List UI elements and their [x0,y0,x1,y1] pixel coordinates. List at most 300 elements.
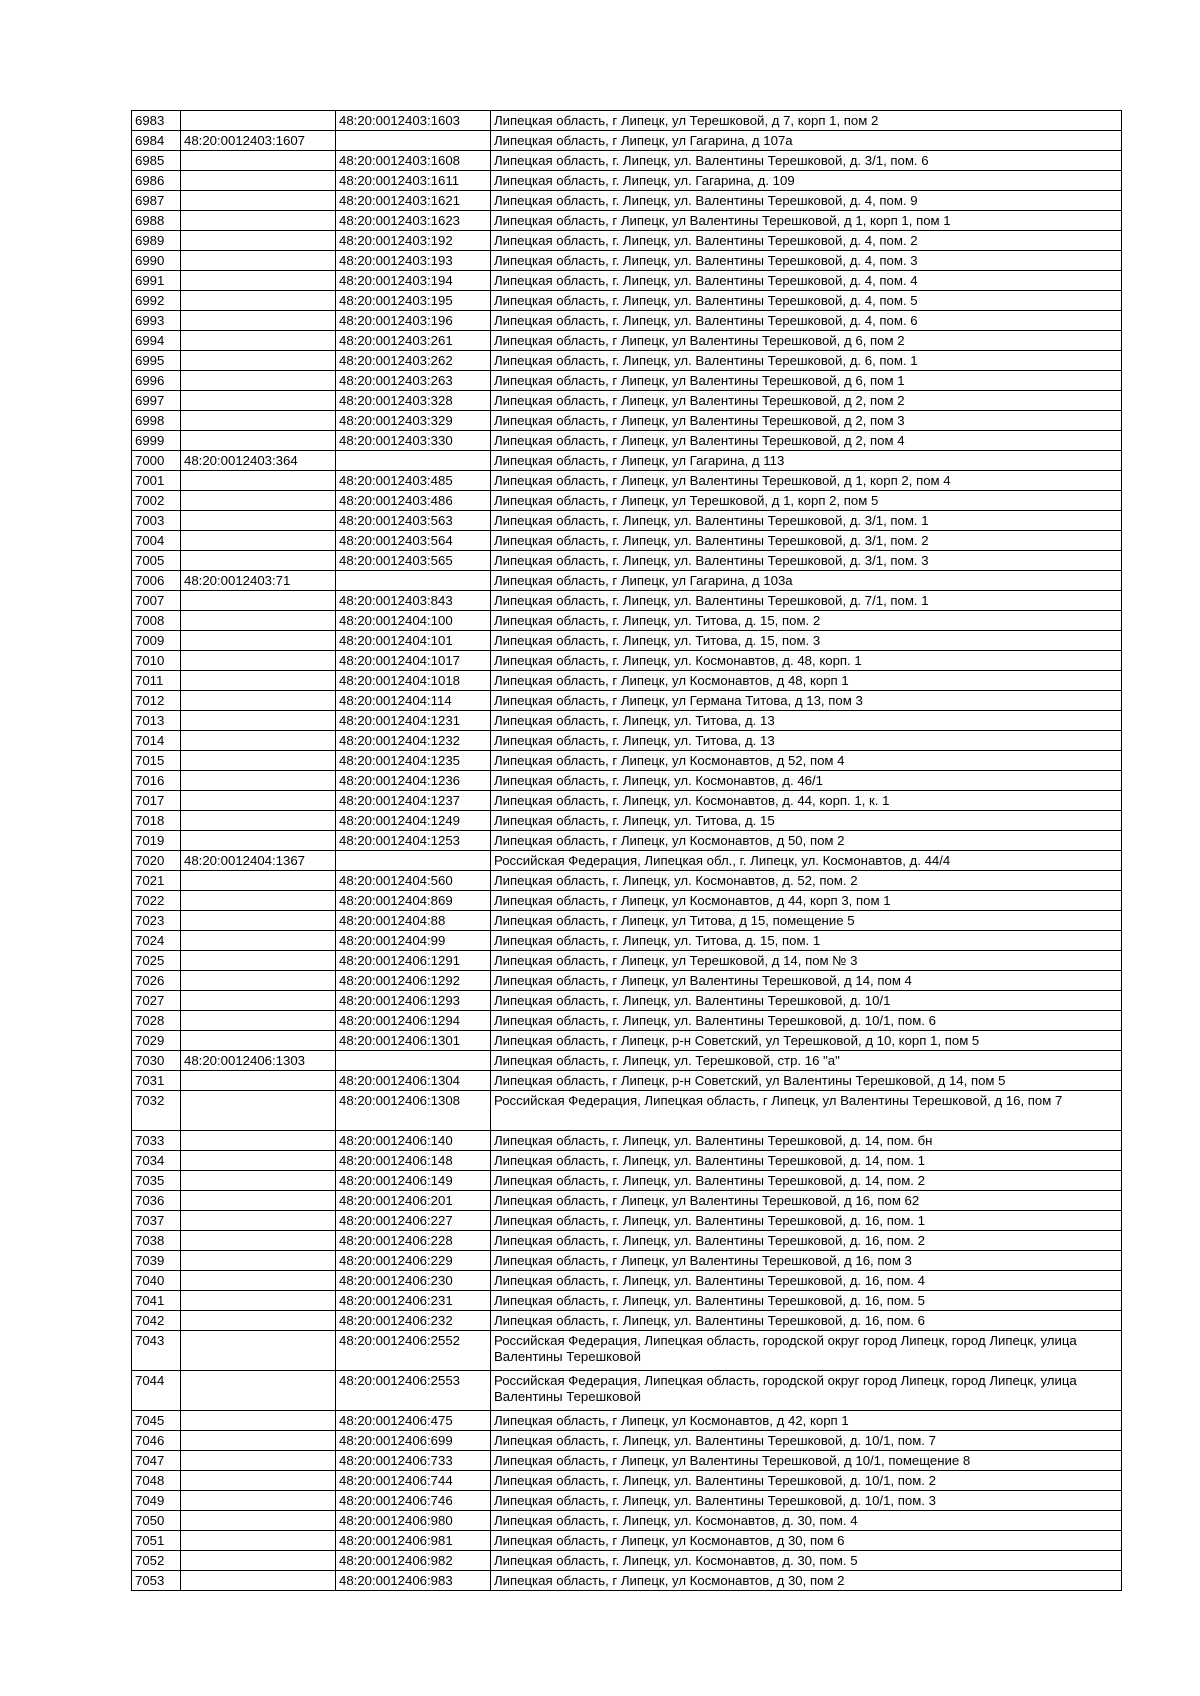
table-row [132,1511,1122,1531]
parent-cadastral-cell [181,911,336,931]
parent-cadastral-cell [181,1471,336,1491]
table-row [132,1411,1122,1431]
table-row [132,911,1122,931]
row-number-cell: 7001 [132,471,181,491]
cadastral-number-cell: 48:20:0012403:194 [336,271,491,291]
cadastral-number-cell: 48:20:0012403:1603 [336,111,491,131]
table-row [132,1011,1122,1031]
parent-cadastral-cell [181,1411,336,1431]
address-cell: Липецкая область, г. Липецк, ул. Валентины Терешковой, д. 7/1, пом. 1 [491,591,1122,611]
row-number-cell: 6998 [132,411,181,431]
cadastral-number-cell: 48:20:0012403:329 [336,411,491,431]
cadastral-number-cell: 48:20:0012406:201 [336,1191,491,1211]
row-number-cell: 7030 [132,1051,181,1071]
table-row [132,1311,1122,1331]
table-row [132,111,1122,131]
parent-cadastral-cell [181,1331,336,1371]
address-cell: Липецкая область, г. Липецк, ул. Валентины Терешковой, д. 10/1 [491,991,1122,1011]
row-number-cell: 7047 [132,1451,181,1471]
cadastral-number-cell: 48:20:0012404:1253 [336,831,491,851]
cadastral-number-cell: 48:20:0012404:869 [336,891,491,911]
parent-cadastral-cell [181,291,336,311]
table-row [132,891,1122,911]
row-number-cell: 7041 [132,1291,181,1311]
table-row [132,1251,1122,1271]
row-number-cell: 7009 [132,631,181,651]
row-number-cell: 7002 [132,491,181,511]
table-row [132,771,1122,791]
row-number-cell: 7020 [132,851,181,871]
address-cell: Липецкая область, г. Липецк, ул. Валентины Терешковой, д. 14, пом. 2 [491,1171,1122,1191]
address-cell: Липецкая область, г. Липецк, ул. Валентины Терешковой, д. 4, пом. 4 [491,271,1122,291]
cadastral-number-cell: 48:20:0012404:1017 [336,651,491,671]
table-row [132,711,1122,731]
table-row [132,591,1122,611]
cadastral-number-cell: 48:20:0012404:1018 [336,671,491,691]
table-row [132,371,1122,391]
table-row [132,631,1122,651]
parent-cadastral-cell [181,1511,336,1531]
address-cell: Липецкая область, г. Липецк, ул. Валентины Терешковой, д. 3/1, пом. 6 [491,151,1122,171]
parent-cadastral-cell [181,351,336,371]
table-row [132,1231,1122,1251]
row-number-cell: 7012 [132,691,181,711]
row-number-cell: 7022 [132,891,181,911]
parent-cadastral-cell [181,591,336,611]
cadastral-number-cell: 48:20:0012406:230 [336,1271,491,1291]
row-number-cell: 7036 [132,1191,181,1211]
table-row [132,871,1122,891]
address-cell: Липецкая область, г. Липецк, ул. Валентины Терешковой, д. 14, пом. 1 [491,1151,1122,1171]
parent-cadastral-cell [181,1451,336,1471]
cadastral-number-cell: 48:20:0012406:231 [336,1291,491,1311]
table-row [132,791,1122,811]
parent-cadastral-cell [181,1251,336,1271]
row-number-cell: 6992 [132,291,181,311]
cadastral-number-cell: 48:20:0012404:101 [336,631,491,651]
cadastral-number-cell: 48:20:0012404:99 [336,931,491,951]
address-cell: Липецкая область, г. Липецк, ул. Валентины Терешковой, д. 4, пом. 6 [491,311,1122,331]
row-number-cell: 7052 [132,1551,181,1571]
address-cell: Липецкая область, г Липецк, ул Германа Титова, д 13, пом 3 [491,691,1122,711]
table-row [132,1031,1122,1051]
row-number-cell: 7025 [132,951,181,971]
address-cell: Российская Федерация, Липецкая область, городской округ город Липецк, город Липецк, улица Валентины Терешковой [491,1331,1122,1371]
row-number-cell: 7017 [132,791,181,811]
parent-cadastral-cell [181,271,336,291]
row-number-cell: 7023 [132,911,181,931]
cadastral-number-cell: 48:20:0012403:263 [336,371,491,391]
table-row [132,1271,1122,1291]
address-cell: Липецкая область, г. Липецк, ул. Космонавтов, д. 48, корп. 1 [491,651,1122,671]
table-row [132,1471,1122,1491]
cadastral-number-cell: 48:20:0012404:88 [336,911,491,931]
address-cell: Липецкая область, г. Липецк, ул. Валентины Терешковой, д. 10/1, пом. 6 [491,1011,1122,1031]
parent-cadastral-cell [181,651,336,671]
cadastral-number-cell: 48:20:0012406:983 [336,1571,491,1591]
address-cell: Липецкая область, г Липецк, ул Валентины Терешковой, д 10/1, помещение 8 [491,1451,1122,1471]
row-number-cell: 7006 [132,571,181,591]
parent-cadastral-cell [181,471,336,491]
address-cell: Липецкая область, г Липецк, ул Валентины Терешковой, д 16, пом 62 [491,1191,1122,1211]
parent-cadastral-cell [181,891,336,911]
parent-cadastral-cell [181,191,336,211]
address-cell: Липецкая область, г Липецк, ул Валентины Терешковой, д 1, корп 1, пом 1 [491,211,1122,231]
cadastral-number-cell: 48:20:0012404:1232 [336,731,491,751]
address-cell: Липецкая область, г Липецк, ул Космонавтов, д 30, пом 2 [491,1571,1122,1591]
cadastral-number-cell: 48:20:0012406:1292 [336,971,491,991]
cadastral-number-cell: 48:20:0012406:227 [336,1211,491,1231]
cadastral-number-cell: 48:20:0012403:192 [336,231,491,251]
cadastral-number-cell: 48:20:0012406:2553 [336,1371,491,1411]
table-row [132,1331,1122,1371]
parent-cadastral-cell [181,331,336,351]
address-cell: Липецкая область, г Липецк, р-н Советский, ул Терешковой, д 10, корп 1, пом 5 [491,1031,1122,1051]
parent-cadastral-cell [181,1271,336,1291]
parent-cadastral-cell: 48:20:0012406:1303 [181,1051,336,1071]
address-cell: Липецкая область, г. Липецк, ул. Титова, д. 13 [491,711,1122,731]
row-number-cell: 7028 [132,1011,181,1031]
table-row [132,171,1122,191]
parent-cadastral-cell [181,1551,336,1571]
row-number-cell: 7008 [132,611,181,631]
parent-cadastral-cell [181,1031,336,1051]
parent-cadastral-cell [181,171,336,191]
row-number-cell: 6999 [132,431,181,451]
address-cell: Липецкая область, г Липецк, ул Космонавтов, д 42, корп 1 [491,1411,1122,1431]
table-row [132,451,1122,471]
row-number-cell: 7003 [132,511,181,531]
address-cell: Липецкая область, г. Липецк, ул. Валентины Терешковой, д. 16, пом. 6 [491,1311,1122,1331]
row-number-cell: 7007 [132,591,181,611]
table-row [132,1431,1122,1451]
parent-cadastral-cell [181,751,336,771]
address-cell: Липецкая область, г. Липецк, ул. Космонавтов, д. 46/1 [491,771,1122,791]
address-cell: Липецкая область, г. Липецк, ул. Валентины Терешковой, д. 6, пом. 1 [491,351,1122,371]
address-cell: Липецкая область, г. Липецк, ул. Титова, д. 15 [491,811,1122,831]
cadastral-number-cell: 48:20:0012404:1249 [336,811,491,831]
cadastral-number-cell: 48:20:0012406:980 [336,1511,491,1531]
address-cell: Липецкая область, г Липецк, ул Космонавтов, д 52, пом 4 [491,751,1122,771]
cadastral-number-cell: 48:20:0012403:486 [336,491,491,511]
table-row [132,971,1122,991]
table-row [132,1131,1122,1151]
row-number-cell: 7000 [132,451,181,471]
table-row [132,1151,1122,1171]
row-number-cell: 7019 [132,831,181,851]
address-cell: Липецкая область, г. Липецк, ул. Валентины Терешковой, д. 16, пом. 5 [491,1291,1122,1311]
cadastral-number-cell: 48:20:0012406:744 [336,1471,491,1491]
cadastral-number-cell: 48:20:0012406:733 [336,1451,491,1471]
table-row [132,1091,1122,1131]
row-number-cell: 6997 [132,391,181,411]
cadastral-number-cell: 48:20:0012406:1301 [336,1031,491,1051]
address-cell: Липецкая область, г Липецк, ул Валентины Терешковой, д 2, пом 3 [491,411,1122,431]
table-row [132,471,1122,491]
row-number-cell: 6993 [132,311,181,331]
cadastral-number-cell: 48:20:0012406:982 [336,1551,491,1571]
row-number-cell: 6988 [132,211,181,231]
row-number-cell: 7015 [132,751,181,771]
cadastral-number-cell: 48:20:0012406:699 [336,1431,491,1451]
table-row [132,431,1122,451]
row-number-cell: 7044 [132,1371,181,1411]
row-number-cell: 7031 [132,1071,181,1091]
table-row [132,351,1122,371]
address-cell: Липецкая область, г. Липецк, ул. Валентины Терешковой, д. 10/1, пом. 3 [491,1491,1122,1511]
table-row [132,251,1122,271]
table-row [132,231,1122,251]
cadastral-number-cell: 48:20:0012403:843 [336,591,491,611]
table-row [132,571,1122,591]
row-number-cell: 6994 [132,331,181,351]
row-number-cell: 7042 [132,1311,181,1331]
table-row [132,1451,1122,1471]
cadastral-number-cell: 48:20:0012406:232 [336,1311,491,1331]
row-number-cell: 6985 [132,151,181,171]
parent-cadastral-cell [181,491,336,511]
table-row [132,1191,1122,1211]
row-number-cell: 7027 [132,991,181,1011]
row-number-cell: 7034 [132,1151,181,1171]
row-number-cell: 7038 [132,1231,181,1251]
address-cell: Липецкая область, г Липецк, ул Терешковой, д 1, корп 2, пом 5 [491,491,1122,511]
row-number-cell: 7005 [132,551,181,571]
cadastral-number-cell: 48:20:0012406:746 [336,1491,491,1511]
cadastral-number-cell: 48:20:0012403:485 [336,471,491,491]
parent-cadastral-cell: 48:20:0012403:1607 [181,131,336,151]
address-cell: Липецкая область, г Липецк, ул Валентины Терешковой, д 16, пом 3 [491,1251,1122,1271]
table-row [132,1051,1122,1071]
row-number-cell: 6983 [132,111,181,131]
table-row [132,611,1122,631]
cadastral-number-cell: 48:20:0012406:149 [336,1171,491,1191]
address-cell: Липецкая область, г Липецк, ул Валентины Терешковой, д 1, корп 2, пом 4 [491,471,1122,491]
table-row [132,131,1122,151]
address-cell: Липецкая область, г. Липецк, ул. Титова, д. 15, пом. 2 [491,611,1122,631]
address-cell: Липецкая область, г Липецк, ул Гагарина, д 113 [491,451,1122,471]
table-row [132,551,1122,571]
address-cell: Липецкая область, г. Липецк, ул. Титова, д. 15, пом. 1 [491,931,1122,951]
row-number-cell: 6987 [132,191,181,211]
parent-cadastral-cell [181,791,336,811]
address-cell: Липецкая область, г. Липецк, ул. Валентины Терешковой, д. 4, пом. 3 [491,251,1122,271]
row-number-cell: 6989 [132,231,181,251]
address-cell: Липецкая область, г. Липецк, ул. Валентины Терешковой, д. 3/1, пом. 2 [491,531,1122,551]
address-cell: Липецкая область, г Липецк, ул Терешковой, д 14, пом № 3 [491,951,1122,971]
parent-cadastral-cell [181,971,336,991]
table-row [132,531,1122,551]
cadastral-number-cell [336,451,491,471]
table-row [132,991,1122,1011]
parent-cadastral-cell [181,951,336,971]
parent-cadastral-cell: 48:20:0012404:1367 [181,851,336,871]
table-row [132,491,1122,511]
row-number-cell: 7026 [132,971,181,991]
address-cell: Липецкая область, г Липецк, ул Космонавтов, д 50, пом 2 [491,831,1122,851]
address-cell: Липецкая область, г. Липецк, ул. Космонавтов, д. 30, пом. 5 [491,1551,1122,1571]
address-cell: Липецкая область, г Липецк, ул Космонавтов, д 30, пом 6 [491,1531,1122,1551]
parent-cadastral-cell [181,511,336,531]
address-cell: Липецкая область, г Липецк, ул Космонавтов, д 48, корп 1 [491,671,1122,691]
table-row [132,1171,1122,1191]
address-cell: Российская Федерация, Липецкая область, городской округ город Липецк, город Липецк, улица Валентины Терешковой [491,1371,1122,1411]
parent-cadastral-cell [181,1011,336,1031]
table-row [132,691,1122,711]
row-number-cell: 7039 [132,1251,181,1271]
address-cell: Российская Федерация, Липецкая обл., г. Липецк, ул. Космонавтов, д. 44/4 [491,851,1122,871]
cadastral-number-cell [336,1051,491,1071]
address-cell: Липецкая область, г Липецк, ул Космонавтов, д 44, корп 3, пом 1 [491,891,1122,911]
row-number-cell: 7043 [132,1331,181,1371]
table-row [132,951,1122,971]
cadastral-number-cell: 48:20:0012403:328 [336,391,491,411]
cadastral-number-cell: 48:20:0012406:140 [336,1131,491,1151]
cadastral-number-cell: 48:20:0012404:1236 [336,771,491,791]
parent-cadastral-cell [181,431,336,451]
cadastral-number-cell: 48:20:0012406:1291 [336,951,491,971]
cadastral-number-cell [336,131,491,151]
address-cell: Липецкая область, г. Липецк, ул. Валентины Терешковой, д. 3/1, пом. 1 [491,511,1122,531]
row-number-cell: 7048 [132,1471,181,1491]
parent-cadastral-cell [181,811,336,831]
parent-cadastral-cell [181,1191,336,1211]
parent-cadastral-cell [181,1531,336,1551]
parent-cadastral-cell [181,311,336,331]
address-cell: Липецкая область, г. Липецк, ул. Валентины Терешковой, д. 16, пом. 1 [491,1211,1122,1231]
address-cell: Липецкая область, г. Липецк, ул. Валентины Терешковой, д. 4, пом. 9 [491,191,1122,211]
cadastral-number-cell: 48:20:0012403:565 [336,551,491,571]
table-row [132,731,1122,751]
cadastral-number-cell [336,851,491,871]
row-number-cell: 7010 [132,651,181,671]
parent-cadastral-cell [181,611,336,631]
parent-cadastral-cell [181,671,336,691]
row-number-cell: 7029 [132,1031,181,1051]
address-cell: Липецкая область, г Липецк, ул Гагарина, д 107а [491,131,1122,151]
cadastral-number-cell [336,571,491,591]
parent-cadastral-cell [181,531,336,551]
parent-cadastral-cell [181,1071,336,1091]
row-number-cell: 7011 [132,671,181,691]
registry-table [131,110,1122,1591]
table-row [132,671,1122,691]
table-row [132,751,1122,771]
address-cell: Липецкая область, г Липецк, ул Валентины Терешковой, д 2, пом 2 [491,391,1122,411]
parent-cadastral-cell [181,411,336,431]
address-cell: Липецкая область, г. Липецк, ул. Космонавтов, д. 52, пом. 2 [491,871,1122,891]
table-row [132,291,1122,311]
row-number-cell: 7049 [132,1491,181,1511]
table-row [132,1571,1122,1591]
cadastral-number-cell: 48:20:0012406:1304 [336,1071,491,1091]
address-cell: Липецкая область, г. Липецк, ул. Валентины Терешковой, д. 4, пом. 5 [491,291,1122,311]
table-row [132,1551,1122,1571]
address-cell: Липецкая область, г Липецк, ул Гагарина, д 103а [491,571,1122,591]
address-cell: Липецкая область, г. Липецк, ул. Валентины Терешковой, д. 14, пом. бн [491,1131,1122,1151]
address-cell: Липецкая область, г. Липецк, ул. Валентины Терешковой, д. 4, пом. 2 [491,231,1122,251]
row-number-cell: 7018 [132,811,181,831]
cadastral-number-cell: 48:20:0012404:1231 [336,711,491,731]
address-cell: Липецкая область, г. Липецк, ул. Гагарина, д. 109 [491,171,1122,191]
table-row [132,331,1122,351]
row-number-cell: 7016 [132,771,181,791]
cadastral-number-cell: 48:20:0012404:100 [336,611,491,631]
parent-cadastral-cell [181,691,336,711]
address-cell: Российская Федерация, Липецкая область, г Липецк, ул Валентины Терешковой, д 16, пом 7 [491,1091,1122,1131]
address-cell: Липецкая область, г. Липецк, ул. Титова, д. 15, пом. 3 [491,631,1122,651]
cadastral-number-cell: 48:20:0012406:2552 [336,1331,491,1371]
table-row [132,1071,1122,1091]
row-number-cell: 6986 [132,171,181,191]
address-cell: Липецкая область, г. Липецк, ул. Космонавтов, д. 44, корп. 1, к. 1 [491,791,1122,811]
row-number-cell: 6996 [132,371,181,391]
address-cell: Липецкая область, г. Липецк, ул. Валентины Терешковой, д. 10/1, пом. 2 [491,1471,1122,1491]
parent-cadastral-cell [181,251,336,271]
parent-cadastral-cell [181,1491,336,1511]
parent-cadastral-cell [181,1211,336,1231]
parent-cadastral-cell [181,1291,336,1311]
cadastral-number-cell: 48:20:0012403:262 [336,351,491,371]
cadastral-number-cell: 48:20:0012406:1294 [336,1011,491,1031]
parent-cadastral-cell: 48:20:0012403:364 [181,451,336,471]
cadastral-number-cell: 48:20:0012406:148 [336,1151,491,1171]
parent-cadastral-cell [181,1231,336,1251]
table-row [132,1211,1122,1231]
address-cell: Липецкая область, г Липецк, ул Валентины Терешковой, д 14, пом 4 [491,971,1122,991]
parent-cadastral-cell [181,931,336,951]
cadastral-number-cell: 48:20:0012406:981 [336,1531,491,1551]
table-row [132,411,1122,431]
parent-cadastral-cell [181,731,336,751]
parent-cadastral-cell [181,871,336,891]
table-row [132,1491,1122,1511]
row-number-cell: 6995 [132,351,181,371]
row-number-cell: 6984 [132,131,181,151]
table-row [132,271,1122,291]
table-row [132,851,1122,871]
parent-cadastral-cell [181,1091,336,1131]
parent-cadastral-cell [181,211,336,231]
row-number-cell: 7004 [132,531,181,551]
cadastral-number-cell: 48:20:0012403:330 [336,431,491,451]
parent-cadastral-cell [181,1151,336,1171]
address-cell: Липецкая область, г. Липецк, ул. Титова, д. 13 [491,731,1122,751]
cadastral-number-cell: 48:20:0012404:1237 [336,791,491,811]
cadastral-number-cell: 48:20:0012403:1611 [336,171,491,191]
cadastral-number-cell: 48:20:0012404:560 [336,871,491,891]
address-cell: Липецкая область, г Липецк, ул Терешковой, д 7, корп 1, пом 2 [491,111,1122,131]
row-number-cell: 7046 [132,1431,181,1451]
table-row [132,391,1122,411]
row-number-cell: 7033 [132,1131,181,1151]
address-cell: Липецкая область, г Липецк, ул Валентины Терешковой, д 2, пом 4 [491,431,1122,451]
cadastral-number-cell: 48:20:0012404:114 [336,691,491,711]
cadastral-number-cell: 48:20:0012406:1308 [336,1091,491,1131]
table-row [132,931,1122,951]
table-row [132,191,1122,211]
row-number-cell: 7053 [132,1571,181,1591]
row-number-cell: 6990 [132,251,181,271]
row-number-cell: 7045 [132,1411,181,1431]
table-row [132,211,1122,231]
cadastral-number-cell: 48:20:0012406:229 [336,1251,491,1271]
table-row [132,831,1122,851]
cadastral-number-cell: 48:20:0012403:193 [336,251,491,271]
row-number-cell: 7037 [132,1211,181,1231]
address-cell: Липецкая область, г. Липецк, ул. Космонавтов, д. 30, пом. 4 [491,1511,1122,1531]
parent-cadastral-cell [181,111,336,131]
